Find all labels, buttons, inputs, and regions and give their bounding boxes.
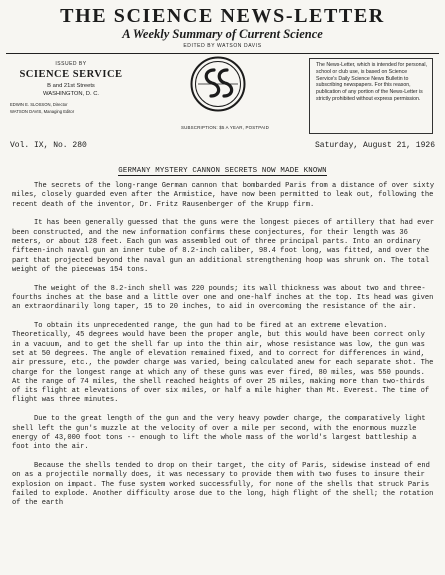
usage-notice-box: The News-Letter, which is intended for personal, school or club use, is based on Science Service's Daily Science News Bulletin to subscribing newspapers. For this reason, publication of any portion of the News-Letter is strictly prohibited without express permission. [309,58,433,134]
subscription-info: SUBSCRIPTION: $5 A YEAR, POSTPAID [181,125,269,130]
masthead-editor: EDITED BY WATSON DAVIS [183,43,262,49]
masthead-title: THE SCIENCE NEWS-LETTER [60,5,385,27]
issuer-banner [0,54,445,140]
science-service-emblem-icon [190,56,246,112]
issuer-staff-director: EDWIN E. SLOSSON, Director [10,102,68,107]
article-headline [0,167,445,175]
article-paragraph: To obtain its unprecedented range, the gun had to be fired at an extreme elevation. Theoretically, 45 degrees would have been the proper angle, but this would have been correct only in a vacuum, and to get the shell far up into the thin air, whose resistance was low, the gun was set at 50 degrees. The angle of elevation remained fixed, and to correct for differences in wind, air pressure, etc., the powder charge was varied, being calculated anew for each separate shot. The charge for the longest range at which any of these guns was ever fired, 80 miles, was 550 pounds. At the range of 74 miles, the shell reached heights of over 25 miles, making more than two-thirds of its flight at elevations of over six miles, or half a mile higher than Mt. Everest. The time of flight was three minutes. [12,322,434,405]
issuer-staff [10,101,132,115]
issuer-address-line2: WASHINGTON, D. C. [42,91,100,97]
article-paragraph: Due to the great length of the gun and the very heavy powder charge, the comparatively light shell left the gun's muzzle at the velocity of over a mile per second, with the enormous muzzle energy of 43,000 foot tons -- enough to lift the whole mass of the world's largest battleship a foot into the air. [12,415,426,452]
masthead-subtitle: A Weekly Summary of Current Science [122,27,323,41]
article-paragraph: The weight of the 8.2-inch shell was 220 pounds; its wall thickness was about two and three-fourths inches at the base and a little over one and one-half inches at the top. Its head was given an extraordinarily long taper, 15 to 20 inches, to aid in overcoming the resistance of the air. [12,284,434,312]
issuer-org-name: SCIENCE SERVICE [19,69,123,80]
issuer-staff-editor: WATSON DAVIS, Managing Editor [10,109,75,114]
article-body [12,182,435,518]
issue-info [10,141,435,153]
masthead [0,0,445,50]
article-paragraph: Because the shells tended to drop on their target, the city of Paris, sidewise instead of end on as a projectile normally does, it was necessary to provide them with two fuses to insure their explosion on impact. The fuse system worked successfully, for none of the shells that struck Paris failed to explode. Another difficulty arose due to the long, high flight of the shell; the rotation of the earth [12,461,434,508]
issue-date: Saturday, August 21, 1926 [314,141,435,150]
issuer-block [10,60,132,115]
issued-by-label: ISSUED BY [55,61,87,67]
issuer-address-line1: B and 21st Streets [47,83,95,89]
article-headline-text: GERMANY MYSTERY CANNON SECRETS NOW MADE KNOWN [118,167,327,175]
issue-volume: Vol. IX, No. 280 [10,141,87,150]
article-paragraph: It has been generally guessed that the guns were the longest pieces of artillery that had ever been constructed, and the new information confirms these conjectures, for their length was 36 meters, or about 128 feet. Each gun was assembled out of three principal parts. Into an ordinary fifteen-inch naval gun an inner tube of 8.2-inch caliber, 98.4 foot long, was fitted, and over the part that projected beyond the naval gun an additional strengthening hoop was shrunk on. The total weight of the piecewas 154 tons. [12,219,435,274]
article-paragraph: The secrets of the long-range German cannon that bombarded Paris from a distance of over sixty miles, closely guarded even after the Armistice, have now been permitted to leak out, following the recent death of the inventor, Dr. Fritz Rausenberger of the Krupp firm. [12,182,435,209]
